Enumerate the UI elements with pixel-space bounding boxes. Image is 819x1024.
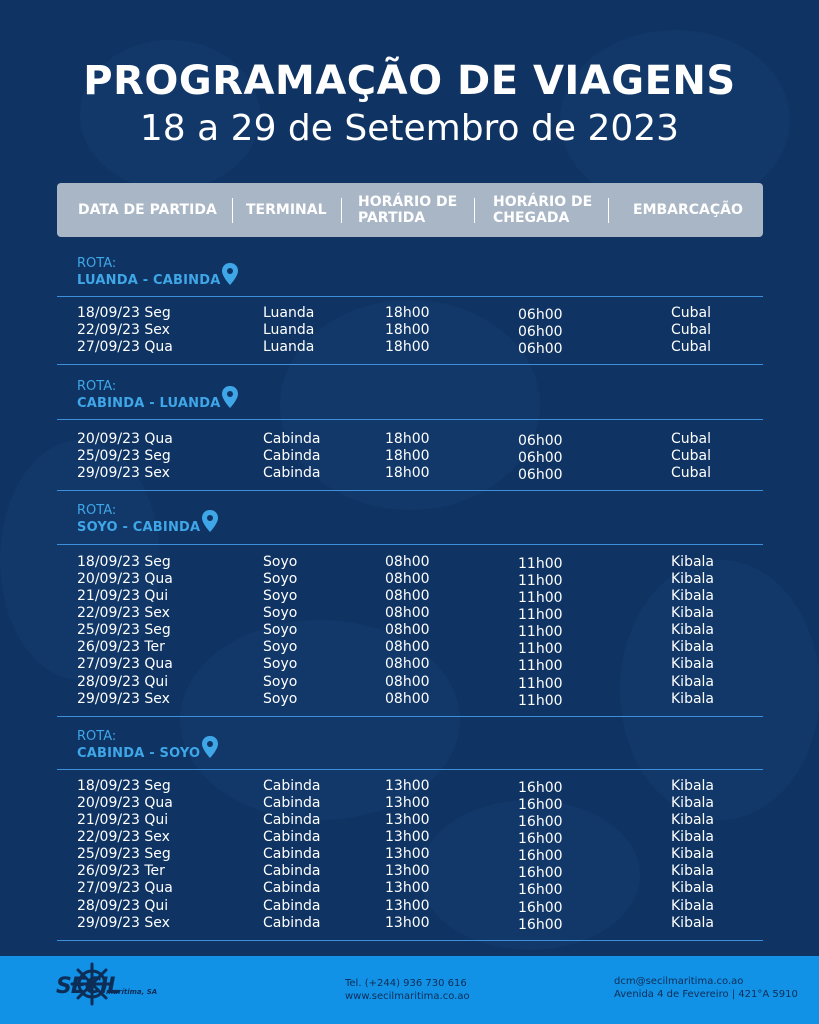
trip-arrival: 11h00 xyxy=(518,607,563,623)
trip-arrival: 16h00 xyxy=(518,814,563,830)
trip-departure: 18h00 xyxy=(385,305,430,321)
trip-arrival: 16h00 xyxy=(518,917,563,933)
trip-arrival: 11h00 xyxy=(518,573,563,589)
trip-date: 27/09/23 Qua xyxy=(77,656,173,672)
trip-date: 25/09/23 Seg xyxy=(77,622,171,638)
trip-terminal: Cabinda xyxy=(263,898,321,914)
trip-vessel: Kibala xyxy=(671,639,715,655)
column-header-vessel: EMBARCAÇÃO xyxy=(633,202,743,218)
column-divider xyxy=(341,198,342,223)
route-divider xyxy=(57,490,763,491)
trip-vessel: Cubal xyxy=(671,465,712,481)
route-divider xyxy=(57,769,763,770)
route-heading xyxy=(77,728,200,762)
route-heading xyxy=(77,502,200,536)
trip-arrival: 11h00 xyxy=(518,693,563,709)
trip-date: 20/09/23 Qua xyxy=(77,795,173,811)
table-row xyxy=(0,554,819,571)
route-heading xyxy=(77,255,221,289)
table-header xyxy=(57,183,763,237)
page-subtitle: 18 a 29 de Setembro de 2023 xyxy=(139,108,680,149)
trip-date: 29/09/23 Sex xyxy=(77,915,170,931)
logo-subtext: marítima, SA xyxy=(106,988,158,996)
trip-departure: 08h00 xyxy=(385,605,430,621)
route-divider xyxy=(57,716,763,717)
trip-departure: 13h00 xyxy=(385,829,430,845)
route-heading xyxy=(77,378,221,412)
column-divider xyxy=(232,198,233,223)
trip-departure: 18h00 xyxy=(385,322,430,338)
contact-address: Avenida 4 de Fevereiro | 421°A 5910 xyxy=(614,989,798,1000)
table-row xyxy=(0,448,819,465)
trip-date: 21/09/23 Qui xyxy=(77,812,169,828)
route-divider xyxy=(57,940,763,941)
table-row xyxy=(0,571,819,588)
table-row xyxy=(0,915,819,932)
trip-departure: 18h00 xyxy=(385,465,430,481)
trip-arrival: 16h00 xyxy=(518,780,563,796)
column-divider xyxy=(474,198,475,223)
table-row xyxy=(0,656,819,673)
trip-terminal: Soyo xyxy=(263,588,298,604)
trip-date: 22/09/23 Sex xyxy=(77,605,170,621)
trip-terminal: Soyo xyxy=(263,622,298,638)
route-divider xyxy=(57,364,763,365)
table-row xyxy=(0,622,819,639)
trip-terminal: Soyo xyxy=(263,571,298,587)
trip-departure: 08h00 xyxy=(385,691,430,707)
trip-vessel: Kibala xyxy=(671,863,715,879)
table-row xyxy=(0,898,819,915)
column-header-departure xyxy=(358,183,457,237)
trip-arrival: 06h00 xyxy=(518,450,563,466)
route-name: CABINDA - SOYO xyxy=(77,746,201,761)
table-row xyxy=(0,795,819,812)
trip-vessel: Kibala xyxy=(671,588,715,604)
trip-terminal: Cabinda xyxy=(263,778,321,794)
trip-vessel: Kibala xyxy=(671,846,715,862)
trip-departure: 18h00 xyxy=(385,448,430,464)
trip-arrival: 06h00 xyxy=(518,467,563,483)
route-name: LUANDA - CABINDA xyxy=(77,273,221,288)
trip-vessel: Kibala xyxy=(671,554,715,570)
trip-arrival: 06h00 xyxy=(518,324,563,340)
column-header-arrival xyxy=(493,183,592,237)
trip-departure: 13h00 xyxy=(385,898,430,914)
trip-departure: 08h00 xyxy=(385,554,430,570)
trip-arrival: 11h00 xyxy=(518,590,563,606)
trip-vessel: Kibala xyxy=(671,898,715,914)
route-label: ROTA: xyxy=(77,503,117,518)
trip-departure: 18h00 xyxy=(385,339,430,355)
column-divider xyxy=(608,198,609,223)
trip-terminal: Soyo xyxy=(263,554,298,570)
contact-email[interactable]: dcm@secilmaritima.co.ao xyxy=(614,976,744,987)
trip-vessel: Kibala xyxy=(671,915,715,931)
trip-arrival: 11h00 xyxy=(518,641,563,657)
column-header-departure-line2: PARTIDA xyxy=(358,210,426,226)
page-title: PROGRAMAÇÃO DE VIAGENS xyxy=(83,58,736,104)
trip-arrival: 06h00 xyxy=(518,307,563,323)
column-header-terminal: TERMINAL xyxy=(246,202,327,218)
trip-terminal: Soyo xyxy=(263,656,298,672)
table-row xyxy=(0,305,819,322)
column-header-date: DATA DE PARTIDA xyxy=(78,202,217,218)
trip-terminal: Cabinda xyxy=(263,846,321,862)
trip-arrival: 06h00 xyxy=(518,433,563,449)
table-row xyxy=(0,605,819,622)
table-row xyxy=(0,639,819,656)
trip-date: 20/09/23 Qua xyxy=(77,431,173,447)
trip-date: 28/09/23 Qui xyxy=(77,898,169,914)
trip-departure: 08h00 xyxy=(385,674,430,690)
route-divider xyxy=(57,419,763,420)
trip-terminal: Cabinda xyxy=(263,880,321,896)
trip-departure: 08h00 xyxy=(385,656,430,672)
trip-vessel: Cubal xyxy=(671,431,712,447)
column-header-departure-line1: HORÁRIO DE xyxy=(358,194,458,210)
trip-arrival: 11h00 xyxy=(518,658,563,674)
trip-vessel: Kibala xyxy=(671,829,715,845)
trip-vessel: Kibala xyxy=(671,795,715,811)
route-name: SOYO - CABINDA xyxy=(77,520,201,535)
trip-date: 18/09/23 Seg xyxy=(77,554,171,570)
trip-arrival: 11h00 xyxy=(518,676,563,692)
trip-terminal: Soyo xyxy=(263,605,298,621)
trip-arrival: 06h00 xyxy=(518,341,563,357)
table-row xyxy=(0,778,819,795)
trip-date: 29/09/23 Sex xyxy=(77,691,170,707)
table-row xyxy=(0,863,819,880)
trip-vessel: Kibala xyxy=(671,605,715,621)
trip-date: 20/09/23 Qua xyxy=(77,571,173,587)
trip-terminal: Cabinda xyxy=(263,829,321,845)
trip-date: 27/09/23 Qua xyxy=(77,339,173,355)
trip-terminal: Cabinda xyxy=(263,863,321,879)
table-row xyxy=(0,812,819,829)
trip-departure: 13h00 xyxy=(385,915,430,931)
route-label: ROTA: xyxy=(77,256,117,271)
trip-date: 18/09/23 Seg xyxy=(77,305,171,321)
trip-terminal: Cabinda xyxy=(263,465,321,481)
company-logo xyxy=(50,962,160,1008)
trip-date: 26/09/23 Ter xyxy=(77,863,165,879)
trip-terminal: Soyo xyxy=(263,639,298,655)
trip-vessel: Cubal xyxy=(671,448,712,464)
trip-vessel: Kibala xyxy=(671,571,715,587)
trip-departure: 13h00 xyxy=(385,795,430,811)
trip-departure: 08h00 xyxy=(385,588,430,604)
table-row xyxy=(0,846,819,863)
table-row xyxy=(0,588,819,605)
trip-date: 27/09/23 Qua xyxy=(77,880,173,896)
contact-phone: Tel. (+244) 936 730 616 xyxy=(345,978,467,989)
trip-date: 22/09/23 Sex xyxy=(77,829,170,845)
trip-arrival: 16h00 xyxy=(518,865,563,881)
trip-departure: 18h00 xyxy=(385,431,430,447)
logo-text: SECIL xyxy=(56,974,121,999)
trip-terminal: Cabinda xyxy=(263,812,321,828)
trip-terminal: Cabinda xyxy=(263,448,321,464)
trip-departure: 13h00 xyxy=(385,880,430,896)
route-divider xyxy=(57,544,763,545)
table-row xyxy=(0,691,819,708)
trip-departure: 13h00 xyxy=(385,812,430,828)
table-row xyxy=(0,431,819,448)
trip-vessel: Kibala xyxy=(671,622,715,638)
trip-terminal: Cabinda xyxy=(263,915,321,931)
table-row xyxy=(0,880,819,897)
trip-vessel: Kibala xyxy=(671,880,715,896)
table-row xyxy=(0,322,819,339)
trip-vessel: Kibala xyxy=(671,674,715,690)
trip-vessel: Kibala xyxy=(671,812,715,828)
route-label: ROTA: xyxy=(77,729,117,744)
map-pin-icon xyxy=(201,736,219,758)
trip-date: 29/09/23 Sex xyxy=(77,465,170,481)
table-row xyxy=(0,674,819,691)
trip-vessel: Kibala xyxy=(671,778,715,794)
trip-departure: 08h00 xyxy=(385,571,430,587)
trip-arrival: 11h00 xyxy=(518,624,563,640)
table-row xyxy=(0,339,819,356)
trip-terminal: Luanda xyxy=(263,339,315,355)
column-header-arrival-line2: CHEGADA xyxy=(493,210,570,226)
trip-terminal: Luanda xyxy=(263,322,315,338)
trip-date: 25/09/23 Seg xyxy=(77,846,171,862)
trip-vessel: Kibala xyxy=(671,691,715,707)
contact-website[interactable]: www.secilmaritima.co.ao xyxy=(345,991,470,1002)
trip-departure: 13h00 xyxy=(385,778,430,794)
table-row xyxy=(0,465,819,482)
route-label: ROTA: xyxy=(77,379,117,394)
trip-departure: 08h00 xyxy=(385,639,430,655)
trip-terminal: Cabinda xyxy=(263,431,321,447)
column-header-arrival-line1: HORÁRIO DE xyxy=(493,194,593,210)
trip-arrival: 16h00 xyxy=(518,848,563,864)
table-row xyxy=(0,829,819,846)
trip-date: 21/09/23 Qui xyxy=(77,588,169,604)
trip-arrival: 16h00 xyxy=(518,831,563,847)
route-divider xyxy=(57,296,763,297)
trip-vessel: Cubal xyxy=(671,322,712,338)
trip-date: 18/09/23 Seg xyxy=(77,778,171,794)
trip-date: 26/09/23 Ter xyxy=(77,639,165,655)
trip-terminal: Soyo xyxy=(263,674,298,690)
trip-departure: 08h00 xyxy=(385,622,430,638)
map-pin-icon xyxy=(221,386,239,408)
trip-terminal: Luanda xyxy=(263,305,315,321)
trip-terminal: Cabinda xyxy=(263,795,321,811)
trip-terminal: Soyo xyxy=(263,691,298,707)
trip-arrival: 16h00 xyxy=(518,900,563,916)
trip-vessel: Cubal xyxy=(671,339,712,355)
trip-departure: 13h00 xyxy=(385,846,430,862)
trip-vessel: Cubal xyxy=(671,305,712,321)
trip-arrival: 16h00 xyxy=(518,797,563,813)
trip-arrival: 11h00 xyxy=(518,556,563,572)
trip-date: 22/09/23 Sex xyxy=(77,322,170,338)
trip-date: 25/09/23 Seg xyxy=(77,448,171,464)
map-pin-icon xyxy=(201,510,219,532)
trip-date: 28/09/23 Qui xyxy=(77,674,169,690)
trip-arrival: 16h00 xyxy=(518,882,563,898)
map-pin-icon xyxy=(221,263,239,285)
trip-departure: 13h00 xyxy=(385,863,430,879)
trip-vessel: Kibala xyxy=(671,656,715,672)
route-name: CABINDA - LUANDA xyxy=(77,396,221,411)
